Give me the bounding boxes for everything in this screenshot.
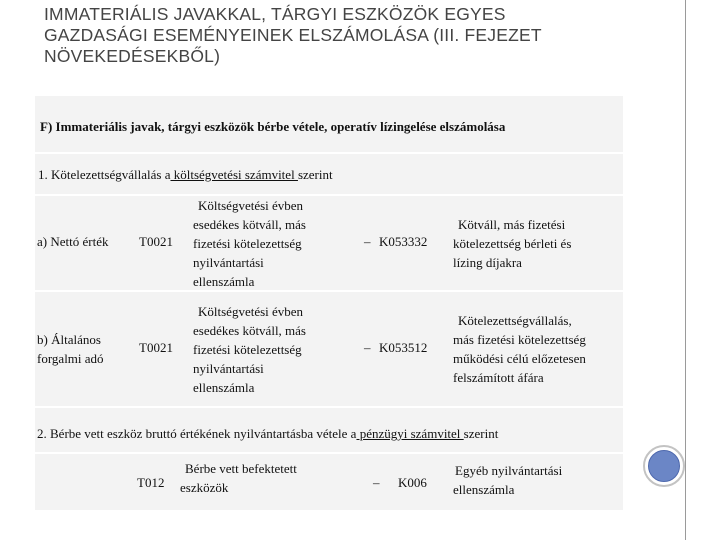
section-1-heading: [38, 167, 333, 183]
slide-title-line-2: GAZDASÁGI ESEMÉNYEINEK ELSZÁMOLÁSA (III. FEJEZET: [44, 25, 542, 45]
section-2-suffix: szerint: [463, 426, 499, 441]
row-a-debit-text: Költségvetési évben esedékes kötváll, más fizetési kötelezettség nyilvántartási ellenszámla: [193, 198, 306, 289]
section-2-heading: [37, 426, 498, 442]
accounting-table: [35, 96, 623, 510]
slide-title-line-1: IMMATERIÁLIS JAVAKKAL, TÁRGYI ESZKÖZÖK EGYES: [44, 4, 506, 24]
row-b-label: b) Általános forgalmi adó: [37, 332, 104, 366]
section-2-row: [35, 408, 623, 452]
section-1-row-b: [35, 292, 623, 406]
section-1-method: költségvetési számvitel: [170, 167, 298, 182]
row-b-credit-text: Kötelezettségvállalás, más fizetési kötelezettség működési célú előzetesen felszámított áfára: [453, 313, 586, 385]
row-a-sign: –: [364, 234, 371, 249]
row-a-label: a) Nettó érték: [37, 234, 109, 249]
section-2-credit-code: K006: [398, 475, 427, 490]
row-b-sign: –: [364, 340, 371, 355]
slide-title: [44, 4, 644, 67]
slide-title-line-3: NÖVEKEDÉSEKBŐL): [44, 46, 221, 66]
row-b-debit-text: Költségvetési évben esedékes kötváll, más fizetési kötelezettség nyilvántartási ellenszámla: [193, 304, 306, 395]
row-a-credit-code: K053332: [379, 234, 428, 249]
section-2-entry-row: [35, 454, 623, 510]
section-2-debit-code: T012: [137, 475, 165, 490]
row-a-debit-code: T0021: [139, 234, 173, 249]
section-1-row: [35, 154, 623, 194]
section-2-method: pénzügyi számvitel: [356, 426, 464, 441]
section-1-row-a: [35, 196, 623, 290]
section-2-credit-text: Egyéb nyilvántartási ellenszámla: [453, 463, 563, 497]
section-2-sign: –: [373, 475, 380, 490]
right-vertical-rule: [685, 0, 686, 540]
row-b-debit-code: T0021: [139, 340, 173, 355]
section-f-row: [35, 96, 623, 152]
row-a-credit-text: Kötváll, más fizetési kötelezettség bérleti és lízing díjakra: [453, 217, 572, 270]
decorative-circle-inner: [648, 450, 680, 482]
section-2-debit-text: Bérbe vett befektetett eszközök: [180, 461, 297, 495]
section-2-prefix: 2. Bérbe vett eszköz bruttó értékének nyilvántartásba vétele a: [37, 426, 357, 441]
row-b-credit-code: K053512: [379, 340, 428, 355]
section-1-suffix: szerint: [297, 167, 333, 182]
section-1-prefix: 1. Kötelezettségvállalás a: [38, 167, 171, 182]
section-f-heading: F) Immateriális javak, tárgyi eszközök bérbe vétele, operatív lízingelése elszámolása: [40, 119, 506, 134]
decorative-circle: [643, 445, 685, 487]
